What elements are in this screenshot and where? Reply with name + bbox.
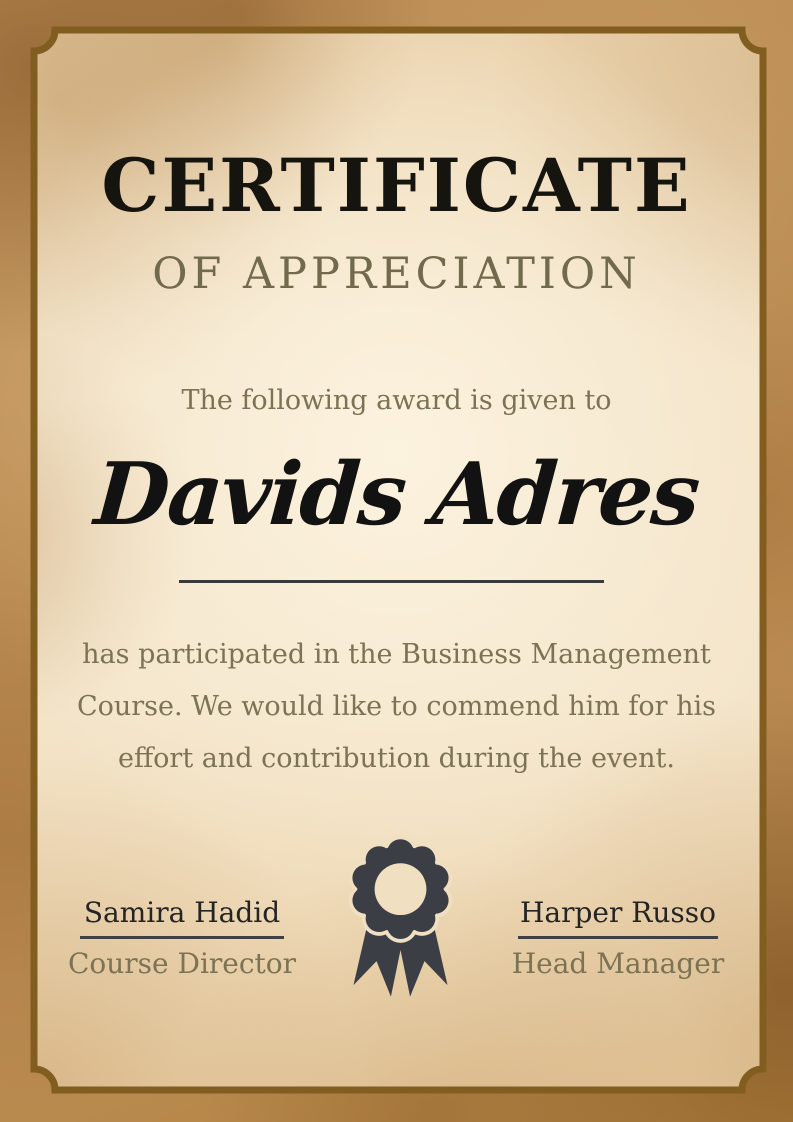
signature-block-right (492, 896, 744, 980)
intro-text: The following award is given to (181, 385, 612, 416)
signatory-role: Head Manager (511, 947, 725, 980)
award-ribbon-icon (341, 831, 460, 1001)
certificate-title: CERTIFICATE (101, 143, 692, 229)
body-line: effort and contribution during the event. (118, 743, 675, 774)
body-line: Course. We would like to commend him for his (76, 691, 717, 722)
signature-underline (80, 936, 284, 939)
certificate-subtitle: OF APPRECIATION (152, 249, 641, 299)
signature-underline (518, 936, 718, 939)
signatory-role: Course Director (67, 947, 297, 980)
body-line: has participated in the Business Management (82, 639, 711, 670)
recipient-underline (179, 580, 604, 583)
signature-block-left (58, 896, 306, 980)
body-paragraph (0, 629, 793, 785)
signatory-name: Samira Hadid (83, 896, 281, 929)
signatory-name: Harper Russo (520, 896, 716, 929)
recipient-name: Davids Adres (91, 444, 702, 545)
